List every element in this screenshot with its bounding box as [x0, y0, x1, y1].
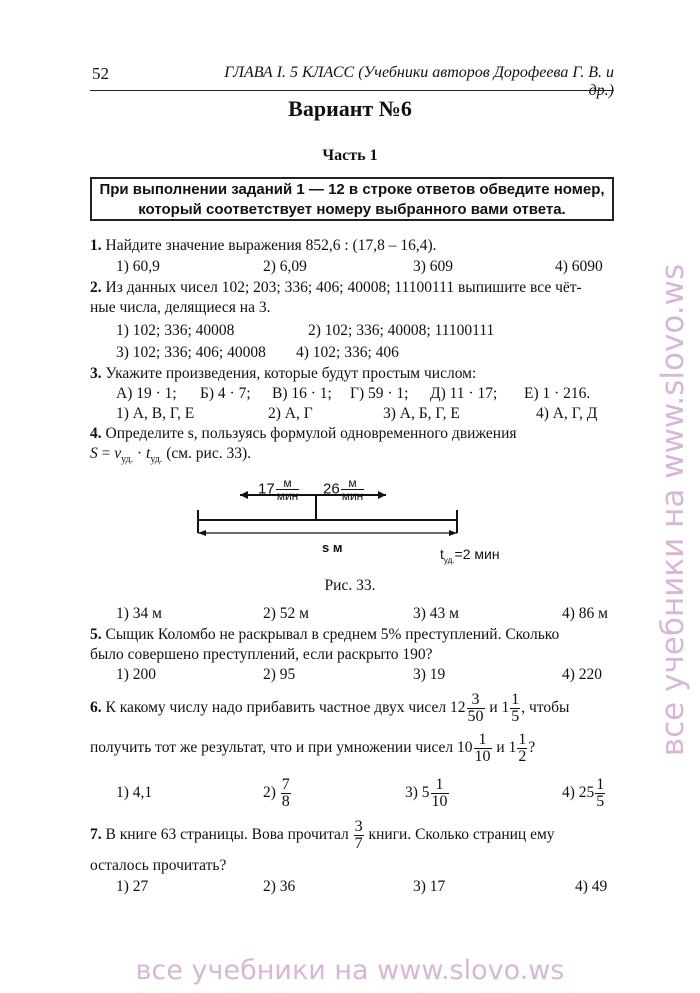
fraction-numerator: 3 [467, 692, 485, 709]
q6-text-c: , чтобы [521, 699, 570, 716]
formula-t: t [146, 445, 151, 462]
q5-line-1 [90, 625, 559, 645]
fraction-numerator: 7 [281, 775, 290, 793]
formula-v: v [114, 445, 122, 462]
fraction-numerator: 1 [596, 775, 605, 793]
speed1-value: 17 [258, 480, 275, 498]
formula-v-sub: уд. [121, 454, 134, 466]
running-title: ГЛАВА I. 5 КЛАСС (Учебники авторов Дорофеева Г. В. и др.) [224, 64, 614, 99]
q6-answer-3-label: 3) 5 [405, 784, 430, 801]
q6-answer-4-label: 4) 25 [562, 784, 595, 801]
q6-text-b: и 1 [485, 699, 510, 716]
q6-fraction-2 [510, 692, 520, 725]
fraction-denominator: 8 [281, 792, 290, 810]
q6-answer-2-fraction [281, 777, 291, 810]
q5-answer-4: 4) 220 [562, 666, 603, 683]
q7-text-b: книги. Сколько страниц ему [364, 826, 555, 843]
q3-product-b: Б) 4 · 7; [200, 385, 251, 402]
q5-answer-1: 1) 200 [116, 666, 157, 683]
q7-answer-3: 3) 17 [413, 878, 446, 895]
fraction-numerator: 1 [518, 730, 527, 748]
q6-answer-2 [263, 775, 292, 811]
arrow-right-head [378, 491, 386, 499]
q6-text-f: ? [528, 739, 536, 756]
q5-question-1: Сыщик Коломбо не раскрывал в среднем 5% преступлений. Сколько [105, 626, 560, 643]
page-number: 52 [92, 64, 109, 83]
side-watermark [648, 130, 698, 890]
q2-answer-4: 4) 102; 336; 406 [296, 344, 399, 361]
q6-answer-1: 1) 4,1 [116, 784, 153, 801]
q6-fraction-3 [474, 732, 492, 765]
q7-number: 7. [90, 826, 102, 843]
time-value: =2 мин [454, 546, 500, 562]
q3-question: Укажите произведения, которые будут простым числом: [105, 365, 477, 382]
fraction-denominator: 7 [354, 834, 363, 852]
q7-answer-2: 2) 36 [263, 878, 296, 895]
fraction-numerator: 1 [431, 777, 449, 794]
q4-answer-1: 1) 34 м [116, 605, 162, 622]
q5-answer-3: 3) 19 [413, 666, 446, 683]
instruction-line: который соответствует номеру выбранного вами ответа. [138, 201, 566, 218]
time-label [440, 546, 500, 565]
q6-text-e: и 1 [492, 739, 517, 756]
q7-line-1 [90, 817, 555, 853]
q1-answer-4: 4) 6090 [555, 258, 603, 275]
instruction-line: При выполнении заданий 1 — 12 в строке ответов обведите номер, [99, 181, 605, 198]
q1-number: 1. [90, 237, 102, 254]
speed2-value: 26 [323, 480, 340, 498]
q1-answer-2: 2) 6,09 [263, 258, 307, 275]
figure-caption: Рис. 33. [324, 577, 376, 594]
q3-product-g: Г) 59 · 1; [350, 385, 409, 402]
q3-product-e: Е) 1 · 216. [524, 385, 591, 402]
q2-answer-2: 2) 102; 336; 40008; 11100111 [308, 322, 495, 339]
q3-answer-4: 4) А, Г, Д [536, 405, 598, 422]
fraction-denominator: 5 [596, 792, 605, 810]
unit-denominator: мин [341, 489, 364, 503]
distance-label: s м [322, 540, 343, 555]
q4-answer-4: 4) 86 м [562, 605, 608, 622]
unit-denominator: мин [276, 489, 299, 503]
q6-answer-4-fraction [595, 777, 605, 810]
distance-arrow-left-head [198, 530, 206, 536]
q4-number: 4. [90, 425, 102, 442]
q5-number: 5. [90, 626, 102, 643]
q4-answer-3: 3) 43 м [413, 605, 459, 622]
q3-answer-1: 1) А, В, Г, Е [116, 405, 195, 422]
q3-answer-3: 3) А, Б, Г, Е [383, 405, 460, 422]
q6-answer-4 [562, 775, 606, 811]
speed1-unit [276, 477, 300, 502]
q6-number: 6. [90, 699, 102, 716]
q7-answer-4: 4) 49 [575, 878, 608, 895]
q6-answer-3-fraction [431, 777, 449, 810]
q1-answer-3: 3) 609 [413, 258, 454, 275]
fraction-denominator: 50 [467, 707, 484, 725]
time-t: t [440, 546, 444, 562]
part-title: Часть 1 [322, 147, 378, 164]
q3-product-v: В) 16 · 1; [272, 385, 332, 402]
q6-text-d: получить тот же результат, что и при умножении чисел 10 [90, 739, 473, 756]
q1-answer-1: 1) 60,9 [116, 258, 160, 275]
q2-number: 2. [90, 279, 102, 296]
q6-fraction-4 [517, 732, 527, 765]
speed2-unit [341, 477, 365, 502]
q6-line-1 [90, 690, 569, 726]
formula-tail: (см. рис. 33). [162, 445, 251, 462]
q4-question: Определите s, пользуясь формулой одновременного движения [105, 425, 517, 442]
q6-line-2 [90, 730, 535, 766]
q7-text-a: В книге 63 страницы. Вова прочитал [105, 826, 353, 843]
variant-title: Вариант №6 [288, 96, 412, 121]
q2-answer-3: 3) 102; 336; 406; 40008 [116, 344, 266, 361]
formula-t-sub: уд. [150, 454, 163, 466]
q4-answer-2: 2) 52 м [263, 605, 309, 622]
fraction-denominator: 10 [474, 747, 491, 765]
formula-dot: · [133, 445, 147, 462]
fraction-denominator: 2 [518, 747, 527, 765]
formula-eq: = [97, 445, 115, 462]
q3-product-d: Д) 11 · 17; [430, 385, 498, 402]
speed-label-1 [258, 477, 300, 502]
q2-question-2: ные числа, делящиеся на 3. [90, 299, 271, 316]
q1-question: Найдите значение выражения 852,6 : (17,8 – 16,4). [105, 237, 437, 254]
q5-answer-2: 2) 95 [263, 666, 296, 683]
fraction-denominator: 10 [431, 792, 448, 810]
q7-text-c: осталось прочитать? [90, 857, 227, 874]
unit-numerator: м [276, 477, 300, 490]
q7-answer-1: 1) 27 [116, 878, 149, 895]
q3-number: 3. [90, 365, 102, 382]
q7-fraction [354, 819, 364, 852]
distance-arrow-right-head [449, 530, 457, 536]
fraction-numerator: 3 [354, 817, 363, 835]
q6-text-a: К какому числу надо прибавить частное двух чисел 12 [105, 699, 466, 716]
fraction-denominator: 5 [511, 707, 520, 725]
q6-answer-2-label: 2) [263, 784, 280, 801]
q3-product-a: А) 19 · 1; [116, 385, 177, 402]
q6-fraction-1 [467, 692, 485, 725]
fraction-numerator: 1 [511, 690, 520, 708]
q2-question-1: Из данных чисел 102; 203; 336; 406; 40008; 11100111 выпишите все чёт- [105, 279, 582, 296]
time-sub: уд. [443, 555, 455, 565]
bottom-watermark: все учебники на www.slovo.ws [135, 955, 565, 986]
formula-s: S [90, 445, 98, 462]
speed-label-2 [323, 477, 365, 502]
q6-answer-3 [405, 775, 450, 811]
side-watermark-text: все учебники на www.slovo.ws [655, 263, 691, 757]
unit-numerator: м [341, 477, 365, 490]
fraction-numerator: 1 [474, 732, 492, 749]
q5-question-2: было совершено преступлений, если раскрыто 190? [90, 646, 433, 663]
arrow-left-head [240, 491, 248, 499]
q3-answer-2: 2) А, Г [268, 405, 313, 422]
q2-answer-1: 1) 102; 336; 40008 [116, 322, 235, 339]
